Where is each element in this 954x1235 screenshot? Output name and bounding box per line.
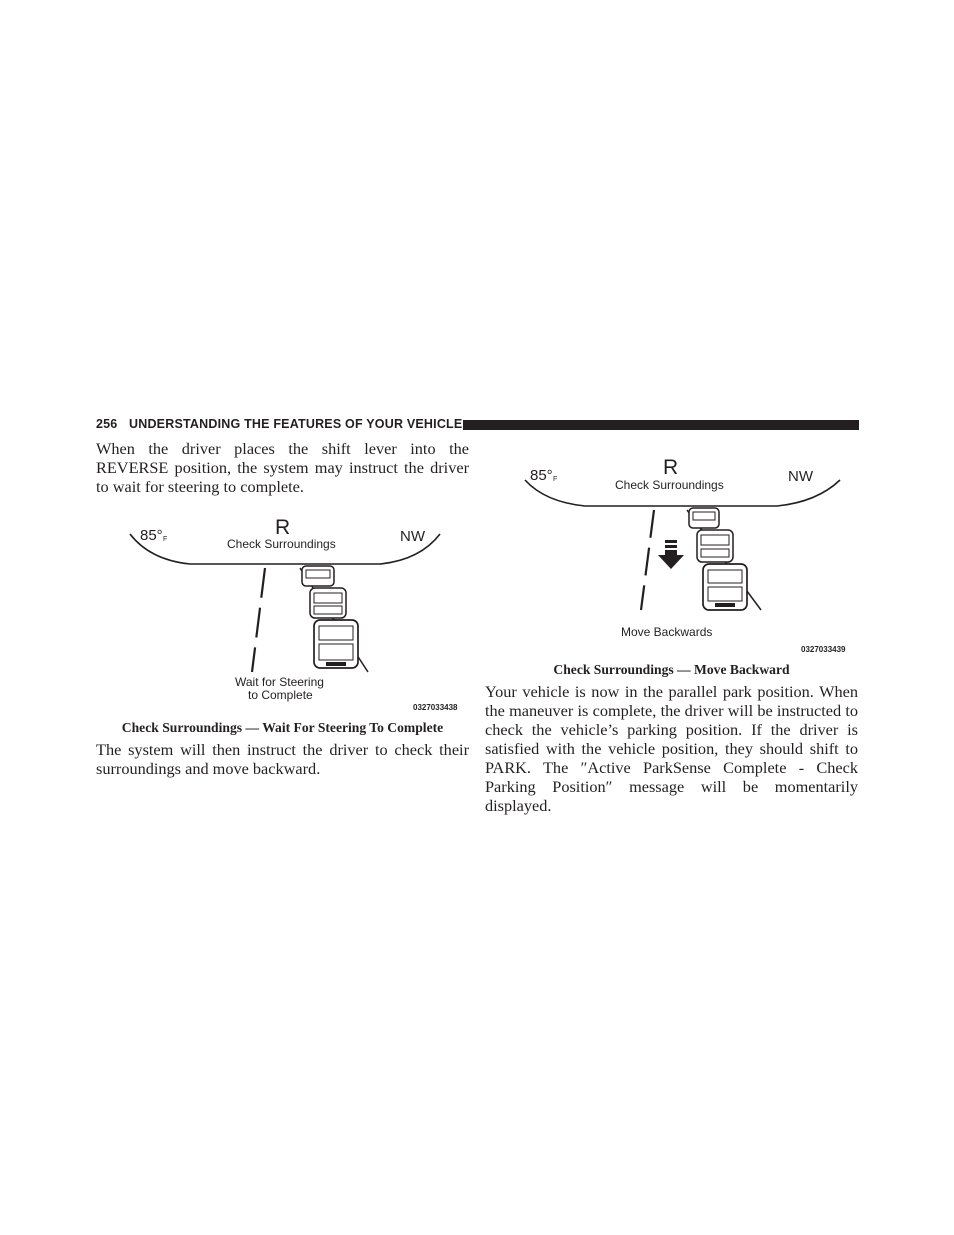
vehicle-icon [703, 564, 747, 610]
compass-heading: NW [400, 528, 425, 545]
vehicle-icon [314, 620, 358, 668]
section-title: UNDERSTANDING THE FEATURES OF YOUR VEHICLE [129, 417, 463, 431]
lane-line-dashed [641, 510, 654, 610]
paragraph-check-surroundings: The system will then instruct the driver to check their surroundings and move backward. [96, 740, 469, 778]
status-message: Check Surroundings [227, 537, 336, 551]
paragraph-parallel-park: Your vehicle is now in the parallel park position. When the maneuver is complete, the driver will be instructed to check the vehicle’s parking position. If the driver is satisfied with the vehicle position, they should shift to PARK. The ″Active ParkSense Complete - Check Parking Position″ message will be momentarily displayed. [485, 682, 858, 815]
figure-move-svg [525, 452, 858, 658]
car-icon [310, 588, 346, 618]
instruction-line-2: to Complete [248, 688, 313, 702]
page-header [96, 416, 859, 434]
paragraph-reverse: When the driver places the shift lever into the REVERSE position, the system may instruct the driver to wait for steering to complete. [96, 439, 469, 496]
temperature-unit: F [553, 476, 558, 483]
figure-caption-1: Check Surroundings — Wait For Steering To Complete [121, 720, 444, 735]
temperature-readout: 85° [140, 527, 163, 544]
temperature-readout: 85° [530, 467, 553, 484]
header-rule [463, 420, 859, 430]
figure-wait-svg [130, 510, 475, 715]
instruction-text: Move Backwards [621, 625, 713, 639]
move-backward-arrow-icon [658, 540, 684, 569]
status-message: Check Surroundings [615, 478, 724, 492]
car-icon [302, 566, 334, 586]
page-number: 256 [96, 417, 118, 431]
temperature-unit: F [163, 536, 168, 543]
figure-id: 0327033438 [413, 703, 458, 712]
car-icon [689, 508, 719, 528]
figure-wait-for-steering [130, 510, 475, 715]
compass-heading: NW [788, 468, 813, 485]
gear-indicator: R [663, 456, 679, 479]
car-icon [697, 530, 733, 562]
instruction-line-1: Wait for Steering [235, 675, 324, 689]
figure-move-backward [525, 452, 858, 658]
lane-line-dashed [252, 568, 265, 672]
figure-id: 0327033439 [801, 645, 846, 654]
gear-indicator: R [275, 516, 291, 539]
figure-caption-2: Check Surroundings — Move Backward [553, 662, 790, 677]
